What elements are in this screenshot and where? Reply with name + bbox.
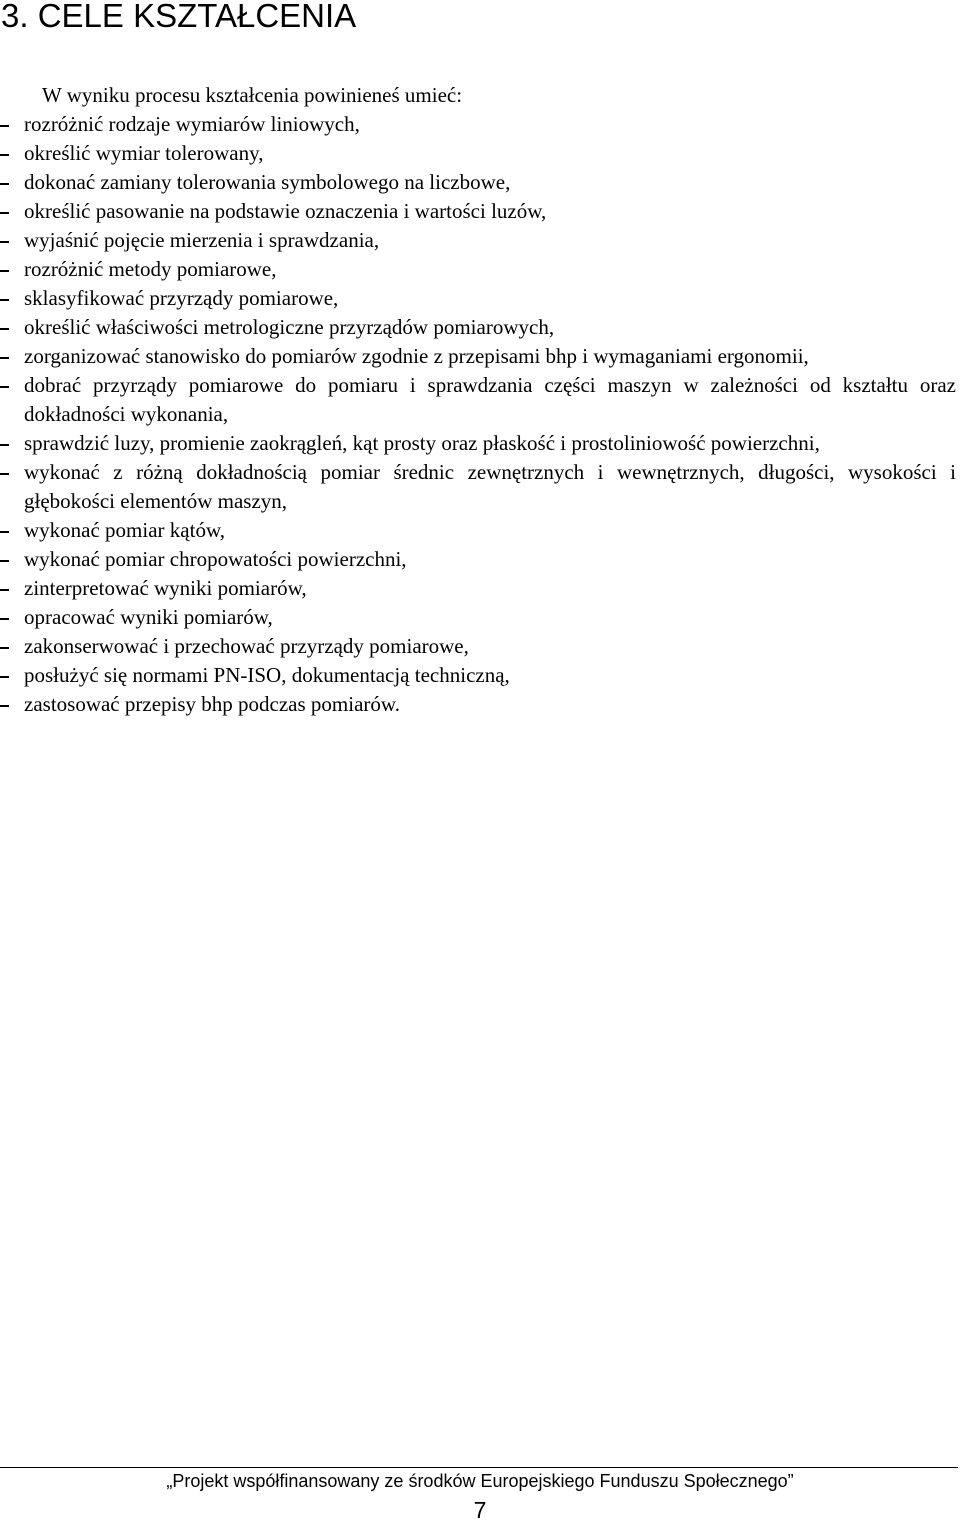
list-item — [0, 342, 956, 371]
footer-project-note: „Projekt współfinansowany ze środków Europejskiego Funduszu Społecznego” — [166, 1471, 794, 1491]
list-item-text: określić właściwości metrologiczne przyrządów pomiarowych, — [24, 315, 555, 339]
footer-divider — [0, 1467, 958, 1468]
list-item — [0, 284, 956, 313]
list-item-text: posłużyć się normami PN-ISO, dokumentacją techniczną, — [24, 663, 510, 687]
list-item-text: zorganizować stanowisko do pomiarów zgodnie z przepisami bhp i wymaganiami ergonomii, — [24, 344, 809, 368]
list-item — [0, 110, 956, 139]
list-item — [0, 197, 956, 226]
list-item — [0, 371, 956, 429]
list-item-text: zinterpretować wyniki pomiarów, — [24, 576, 307, 600]
list-item-text: wykonać z różną dokładnością pomiar średnic zewnętrznych i wewnętrznych, długości, wysokości i głębokości elementów maszyn, — [24, 460, 956, 513]
dash-bullet-icon — [0, 560, 9, 562]
dash-bullet-icon — [0, 241, 9, 243]
list-item — [0, 226, 956, 255]
list-item-text: wykonać pomiar chropowatości powierzchni, — [24, 547, 407, 571]
dash-bullet-icon — [0, 473, 9, 475]
dash-bullet-icon — [0, 299, 9, 301]
dash-bullet-icon — [0, 444, 9, 446]
list-item-text: zakonserwować i przechować przyrządy pomiarowe, — [24, 634, 469, 658]
list-item — [0, 632, 956, 661]
list-item — [0, 545, 956, 574]
list-item — [0, 255, 956, 284]
dash-bullet-icon — [0, 270, 9, 272]
list-item-text: dobrać przyrządy pomiarowe do pomiaru i sprawdzania części maszyn w zależności od kształtu oraz dokładności wykonania, — [24, 373, 956, 426]
list-item-text: sprawdzić luzy, promienie zaokrągleń, kąt prosty oraz płaskość i prostoliniowość powierzchni, — [24, 431, 820, 455]
list-item — [0, 429, 956, 458]
list-item — [0, 168, 956, 197]
dash-bullet-icon — [0, 386, 9, 388]
list-item-text: rozróżnić rodzaje wymiarów liniowych, — [24, 112, 360, 136]
objectives-list — [0, 110, 956, 719]
list-item — [0, 516, 956, 545]
dash-bullet-icon — [0, 647, 9, 649]
dash-bullet-icon — [0, 589, 9, 591]
list-item-text: rozróżnić metody pomiarowe, — [24, 257, 277, 281]
section-heading: 3. CELE KSZTAŁCENIA — [1, 0, 357, 34]
list-item-text: wyjaśnić pojęcie mierzenia i sprawdzania, — [24, 228, 380, 252]
list-item — [0, 574, 956, 603]
list-item — [0, 313, 956, 342]
list-item-text: dokonać zamiany tolerowania symbolowego na liczbowe, — [24, 170, 511, 194]
list-item — [0, 139, 956, 168]
dash-bullet-icon — [0, 618, 9, 620]
list-item — [0, 661, 956, 690]
dash-bullet-icon — [0, 676, 9, 678]
page-number: 7 — [473, 1497, 487, 1523]
list-item — [0, 603, 956, 632]
list-item — [0, 690, 956, 719]
dash-bullet-icon — [0, 705, 9, 707]
intro-text: W wyniku procesu kształcenia powinieneś umieć: — [42, 83, 463, 107]
dash-bullet-icon — [0, 183, 9, 185]
dash-bullet-icon — [0, 212, 9, 214]
list-item-text: zastosować przepisy bhp podczas pomiarów. — [24, 692, 400, 716]
dash-bullet-icon — [0, 154, 9, 156]
list-item-text: sklasyfikować przyrządy pomiarowe, — [24, 286, 339, 310]
list-item — [0, 458, 956, 516]
dash-bullet-icon — [0, 328, 9, 330]
dash-bullet-icon — [0, 531, 9, 533]
dash-bullet-icon — [0, 125, 9, 127]
list-item-text: określić wymiar tolerowany, — [24, 141, 264, 165]
list-item-text: wykonać pomiar kątów, — [24, 518, 225, 542]
list-item-text: określić pasowanie na podstawie oznaczenia i wartości luzów, — [24, 199, 547, 223]
dash-bullet-icon — [0, 357, 9, 359]
list-item-text: opracować wyniki pomiarów, — [24, 605, 273, 629]
